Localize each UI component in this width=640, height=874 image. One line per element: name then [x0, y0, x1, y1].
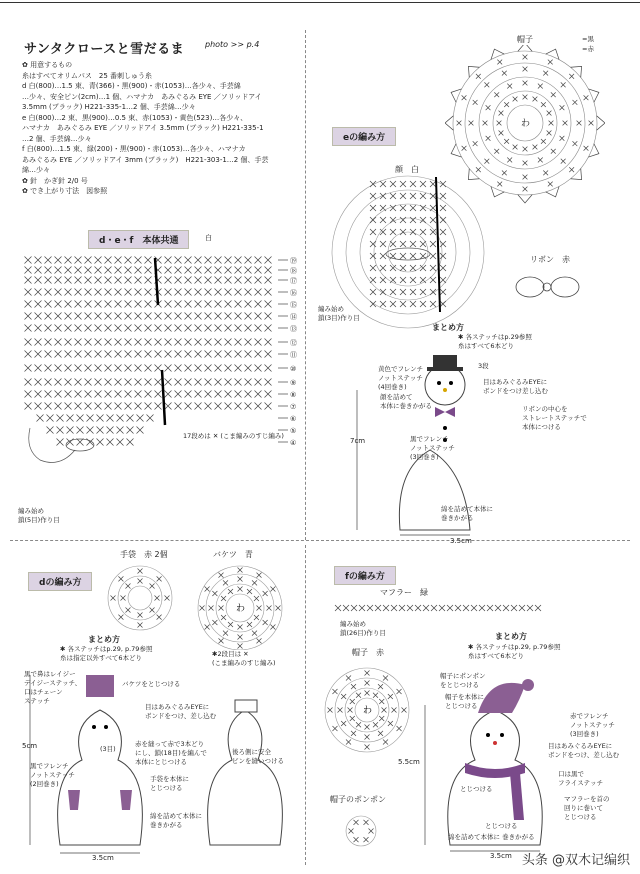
materials-list: [22, 60, 302, 197]
zigzag: [491, 49, 504, 59]
d-note-7: 黒でフレンチ ノットステッチ (2回巻き): [30, 762, 75, 788]
ribbon-loop: [516, 277, 544, 297]
zigzag: [451, 144, 461, 157]
e-assembly-note: ✱ 各ステッチはp.29参照 糸はすべて6本どり: [458, 333, 532, 350]
materials-line: …少々、安全ピン(2cm)…1 個、ハマナカ あみぐるみ EYE ／ソリッドアイ: [22, 92, 262, 101]
row-number: ⑲: [290, 257, 297, 265]
center-mark: わ: [363, 706, 373, 716]
row17-note: 17段めは ✕ (こま編みのすじ編み): [183, 432, 284, 440]
divider-vertical-top: [305, 30, 306, 540]
row-number: ④: [290, 439, 297, 447]
e-note-2: 3段: [478, 362, 489, 370]
zigzag: [597, 116, 605, 130]
f-assembly-note: ✱ 各ステッチはp.29, p.79参照 糸はすべて6本どり: [468, 643, 561, 660]
d-note-1: 黒で鼻はレイジー デイジーステッチ、 口はチェーン ステッチ: [24, 670, 82, 705]
row-number: ⑫: [290, 339, 297, 347]
e-section-title: eの編み方: [332, 127, 396, 146]
materials-line: ✿ 用意するもの: [22, 61, 73, 69]
f-note-8: とじつける: [485, 822, 518, 830]
f-note-9: 綿を詰めて本体に 巻きかがる: [448, 833, 535, 841]
hat-legend-red: =赤: [582, 45, 594, 53]
materials-line: e 白(800)…2 束、黒(900)…0.5 束、赤(1053)・黄色(523)…各少々、: [22, 113, 248, 122]
eye: [437, 381, 441, 385]
glove: [68, 790, 80, 810]
d-assembly-title: まとめ方: [88, 635, 120, 644]
materials-line: ハマナカ あみぐるみ EYE ／ソリッドアイ 3.5mm (ブラック) H221-335-1: [22, 124, 264, 132]
zigzag: [588, 89, 598, 102]
d-note-3: 目はあみぐるみEYEに ボンドをつけ、差し込む: [145, 703, 217, 720]
e-ribbon-label: リボン 赤: [530, 255, 570, 264]
materials-line: 糸はすべてオリムパス 25 番刺しゅう糸: [22, 71, 152, 80]
e-note-5: リボンの中心を ストレートステッチで 本体につける: [522, 405, 587, 431]
d-assembly-note: ✱ 各ステッチはp.29, p.79参照 糸は指定以外すべて6本どり: [60, 645, 153, 662]
body-start-note: 編み始め 鎖(5目)作り目: [18, 507, 60, 524]
ring: [128, 586, 152, 610]
common-body-title: d・e・f 本体共通: [88, 230, 189, 249]
zigzag: [546, 186, 559, 196]
glove: [120, 790, 132, 810]
f-width: 3.5cm: [490, 852, 512, 860]
ring: [346, 190, 470, 314]
join-mark: [436, 177, 440, 312]
bucket-back: [235, 700, 257, 712]
materials-line: ✿ でき上がり寸法 図参照: [22, 187, 108, 195]
photo-ref: photo >> p.4: [205, 40, 260, 49]
zigzag: [451, 89, 461, 102]
chain-start: [66, 439, 94, 451]
ring: [374, 218, 442, 286]
nose: [493, 741, 497, 745]
watermark: 头条 @双木记编织: [521, 853, 630, 868]
curve: [29, 428, 75, 462]
hat-legend-black: =黒: [582, 35, 594, 43]
row-number: ⑯: [290, 289, 297, 297]
ring: [346, 816, 376, 846]
f-section-title: fの編み方: [334, 566, 396, 585]
row-number: ⑭: [290, 313, 297, 321]
row-number: ⑪: [290, 351, 297, 359]
f-muffler-label: マフラー 緑: [380, 588, 428, 597]
f-note-6: マフラーを首の 回りに巻いて とじつける: [564, 795, 610, 821]
row-number: ⑬: [290, 325, 297, 333]
row-number: ⑦: [290, 403, 297, 411]
f-assembly-title: まとめ方: [495, 632, 527, 641]
f-hat-chart: [312, 660, 422, 760]
eye: [92, 725, 96, 729]
pompon-chart: [336, 806, 386, 856]
row-number: ⑩: [290, 365, 297, 373]
f-note-3: 赤でフレンチ ノットステッチ (3回巻き): [570, 712, 615, 738]
d-glove-label: 手袋 赤 2個: [120, 550, 168, 559]
divider-vertical-bottom: [305, 545, 306, 865]
eye: [449, 381, 453, 385]
snowman-back: [208, 710, 283, 845]
button: [443, 426, 447, 430]
materials-line: …2 個、手芸綿…少々: [22, 134, 92, 143]
row-number: ⑨: [290, 379, 297, 387]
center-mark: わ: [521, 119, 531, 129]
zigzag: [518, 195, 532, 203]
d-bucket-note: ✱2段目は ✕ (こま編みのすじ編み): [212, 650, 276, 667]
f-note-7: とじつける: [460, 785, 493, 793]
glove-chart: [100, 560, 185, 635]
materials-line: 3.5mm (ブラック) H221-335-1…2 個、手芸綿…少々: [22, 103, 196, 111]
body-chart: [20, 250, 305, 530]
ribbon: [435, 407, 455, 417]
e-note-1: 黄色でフレンチ ノットステッチ (4回巻き): [378, 365, 424, 391]
materials-line: ✿ 針 かぎ針 2/0 号: [22, 176, 88, 185]
d-note-5: 赤を縫って赤で3本どり にし、鎖(18目)を編んで 本体にとじつける: [135, 740, 207, 766]
pompon: [522, 679, 534, 691]
d-note-2: バケツをとじつける: [122, 680, 181, 688]
f-muffler-start: 編み始め 鎖(26目)作り目: [340, 620, 386, 637]
row-number: ⑮: [290, 301, 297, 309]
d-section-title: dの編み方: [28, 572, 92, 591]
center-mark: わ: [236, 604, 246, 614]
zigzag: [518, 45, 532, 51]
materials-line: f 白(800)…1.5 束、緑(200)・黒(900)・赤(1053)…各少々、ハマナカ: [22, 145, 246, 153]
ring: [388, 232, 428, 272]
join-mark: [155, 258, 165, 425]
e-note-7: 綿を詰めて本体に 巻きかがる: [441, 505, 493, 522]
materials-line: d 白(800)…1.5 束、青(366)・黒(900)・赤(1053)…各少々、手芸綿: [22, 82, 241, 90]
d-note-8: 後ろ側に安全 ピンを縫いつける: [232, 748, 284, 765]
ribbon-chart: [510, 265, 585, 315]
zigzag: [588, 144, 598, 157]
nose: [443, 388, 447, 392]
e-note-6: 黒でフレンチ ノットステッチ (3回巻き): [410, 435, 455, 461]
ribbon-loop: [551, 277, 579, 297]
row-number: ⑤: [290, 427, 297, 435]
row-number: ⑱: [290, 267, 297, 275]
e-note-3: 目はあみぐるみEYEに ボンドをつけ差し込む: [483, 378, 548, 395]
d-note-9: 綿を詰めて本体に 巻きかがる: [150, 812, 202, 829]
row-number: ⑧: [290, 391, 297, 399]
e-height: 7cm: [350, 437, 366, 445]
d-width: 3.5cm: [92, 854, 114, 862]
d-bucket-label: バケツ 青: [213, 550, 253, 559]
hat-label: 帽子: [517, 35, 533, 44]
f-note-2: 帽子を本体に とじつける: [445, 693, 484, 710]
f-note-5: 口は黒で フライステッチ: [558, 770, 604, 787]
hat-brim: [427, 367, 463, 371]
d-height: 5cm: [22, 742, 38, 750]
top-rule: [0, 2, 640, 3]
e-assembly-title: まとめ方: [432, 323, 464, 332]
f-pompon-label: 帽子のポンポン: [330, 795, 386, 804]
e-note-4: 顔を詰めて 本体に巻きかがる: [380, 393, 432, 410]
f-height: 5.5cm: [398, 758, 420, 766]
bucket-hat: [86, 675, 114, 697]
materials-line: 綿…少々: [22, 166, 50, 174]
zigzag: [445, 116, 453, 130]
materials-line: あみぐるみ EYE ／ソリッドアイ 3mm (ブラック) H221-303-1…2 個、手芸: [22, 155, 269, 164]
snowman-hat: [433, 355, 457, 369]
row-number: ⑰: [290, 277, 297, 285]
zigzag: [546, 49, 559, 59]
e-face-label: 顔 白: [395, 165, 419, 174]
bucket-chart: [185, 560, 295, 650]
e-width: 3.5cm: [450, 537, 472, 545]
f-note-4: 目はあみぐるみEYEに ボンドをつけ、差し込む: [548, 742, 620, 759]
ring: [108, 566, 172, 630]
eye: [104, 725, 108, 729]
eye: [500, 733, 504, 737]
chain: [386, 248, 430, 260]
d-note-4: (3目): [100, 745, 116, 753]
muffler-chart: [330, 596, 555, 620]
e-start-note: 編み始め 鎖(3目)作り目: [318, 305, 360, 322]
common-body-color: 白: [205, 234, 212, 242]
ring: [118, 576, 162, 620]
d-note-6: 手袋を本体に とじつける: [150, 775, 189, 792]
page-title: サンタクロースと雪だるま: [24, 42, 185, 57]
eye: [486, 733, 490, 737]
f-hat-label: 帽子 赤: [352, 648, 384, 657]
f-note-1: 帽子にポンポン をとじつける: [440, 672, 486, 689]
row-number: ⑥: [290, 415, 297, 423]
